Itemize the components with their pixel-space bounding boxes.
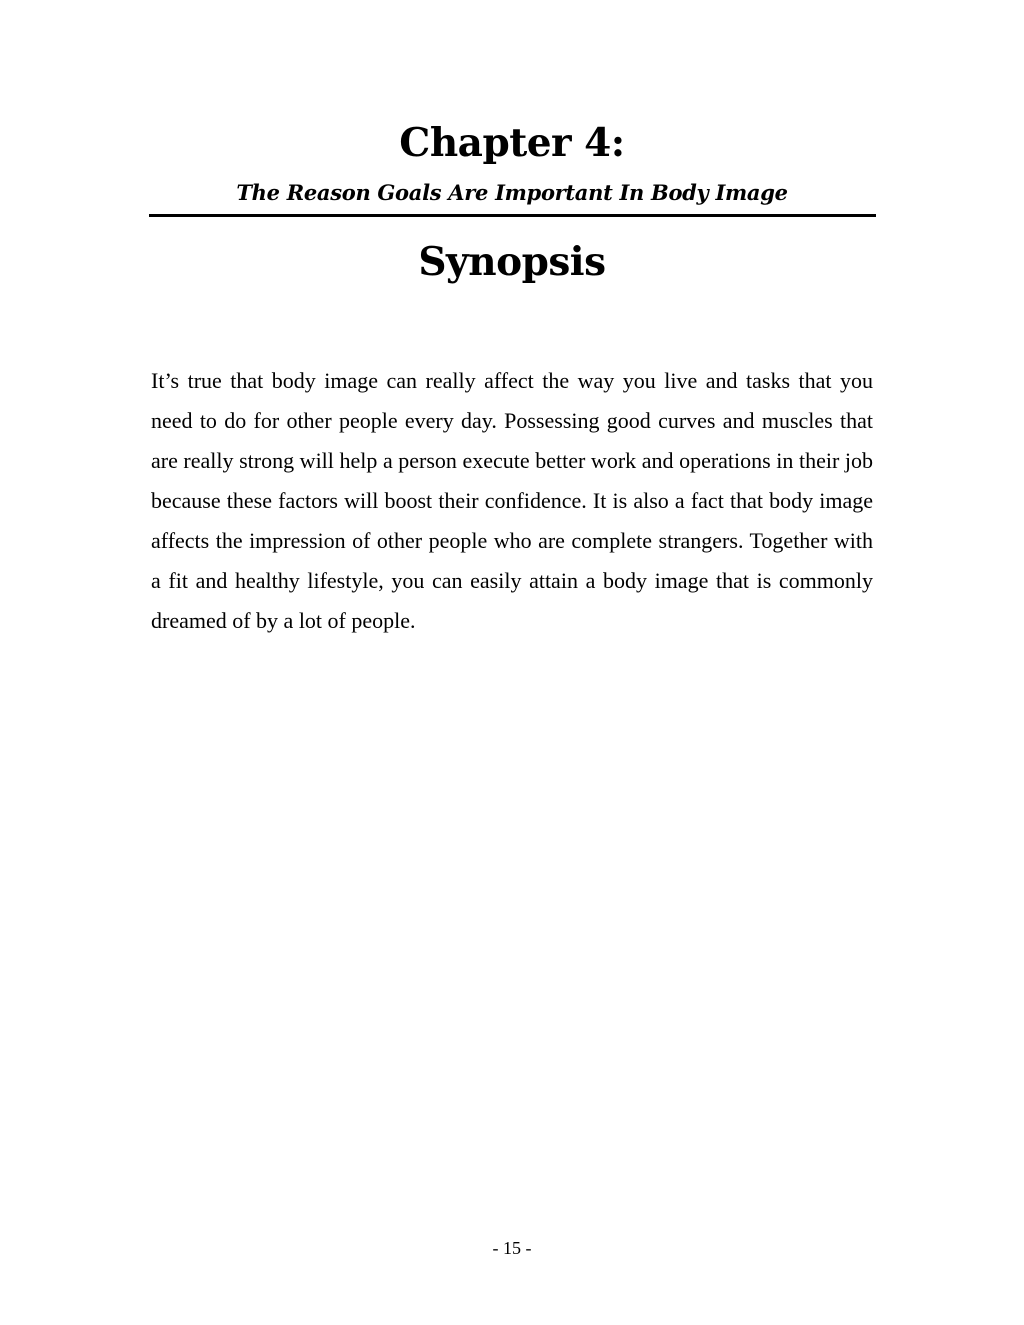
section-title: Synopsis <box>418 239 606 285</box>
title-divider <box>149 214 876 217</box>
chapter-title: Chapter 4: <box>399 120 625 166</box>
chapter-subtitle: The Reason Goals Are Important In Body Image <box>236 180 788 205</box>
page-number: - 15 - <box>492 1238 532 1258</box>
body-paragraph: It’s true that body image can really affect the way you live and tasks that you need to do for other people every day. Possessing good curves and muscles that are really strong will help a person execute better work and operations in their job because these factors will boost their confidence. It is also a fact that body image affects the impression of other people who are complete strangers. Together with a fit and healthy lifestyle, you can easily attain a body image that is commonly dreamed of by a lot of people. <box>151 368 873 633</box>
